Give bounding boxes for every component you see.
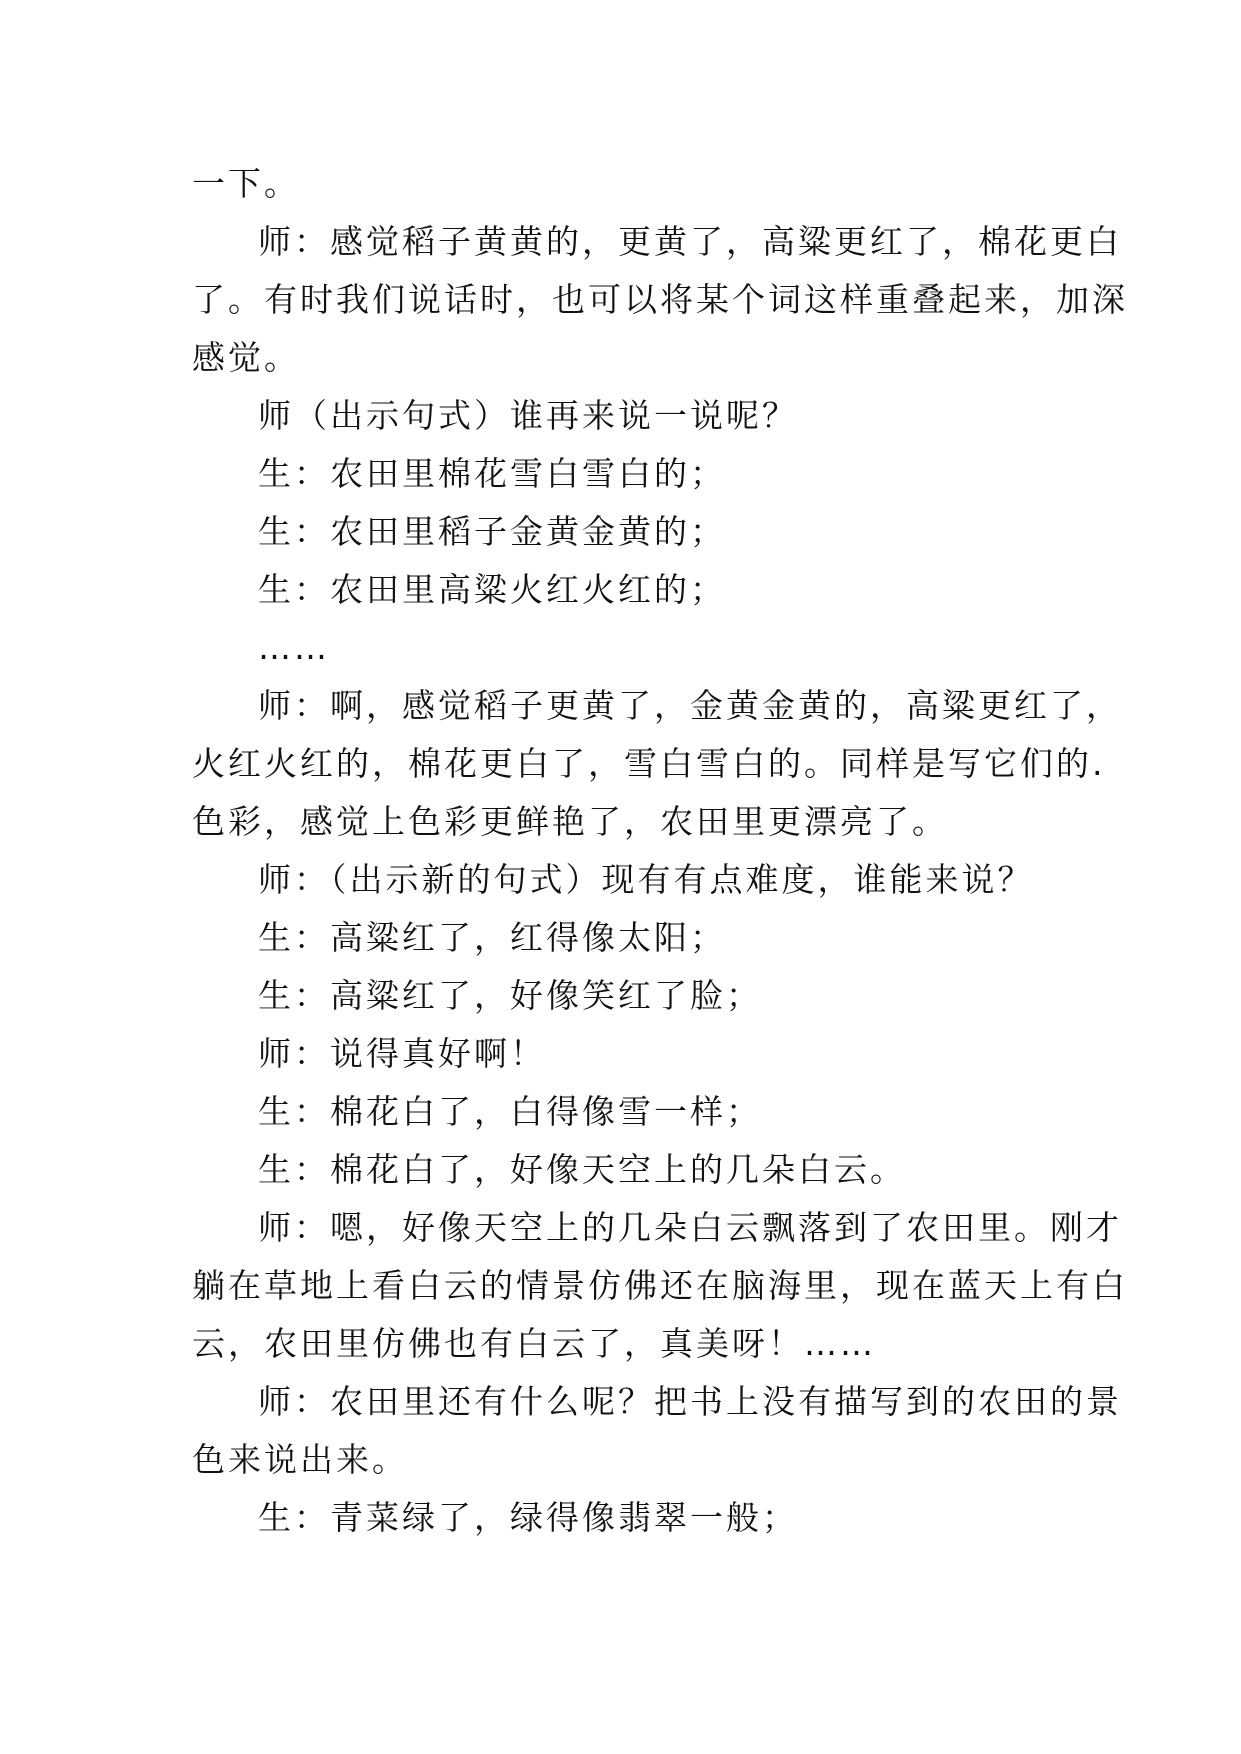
text-line-22: 师：农田里还有什么呢？把书上没有描写到的农田的景 (258, 1382, 1122, 1421)
text-line-7: 生：农田里稻子金黄金黄的； (258, 512, 726, 551)
text-line-18: 生：棉花白了，好像天空上的几朵白云。 (258, 1150, 906, 1189)
text-line-24: 生：青菜绿了，绿得像翡翠一般； (258, 1498, 798, 1537)
text-line-12: 色彩，感觉上色彩更鲜艳了，农田里更漂亮了。 (192, 802, 948, 841)
text-line-23: 色来说出来。 (192, 1440, 408, 1479)
text-line-16: 师：说得真好啊！ (258, 1034, 546, 1073)
text-line-2: 师：感觉稻子黄黄的，更黄了，高粱更红了，棉花更白 (258, 222, 1122, 261)
text-line-8: 生：农田里高粱火红火红的； (258, 570, 726, 609)
text-line-13: 师：（出示新的句式）现有有点难度，谁能来说？ (258, 860, 1034, 899)
text-line-1: 一下。 (192, 164, 300, 203)
text-line-19: 师：嗯，好像天空上的几朵白云飘落到了农田里。刚才 (258, 1208, 1122, 1247)
document-body (192, 155, 1128, 1547)
text-line-20: 躺在草地上看白云的情景仿佛还在脑海里，现在蓝天上有白 (192, 1266, 1128, 1305)
text-line-14: 生：高粱红了，红得像太阳； (258, 918, 726, 957)
text-line-10: 师：啊，感觉稻子更黄了，金黄金黄的，高粱更红了， (258, 686, 1122, 725)
text-line-6: 生：农田里棉花雪白雪白的； (258, 454, 726, 493)
text-line-9: …… (258, 628, 330, 667)
text-line-4: 感觉。 (192, 338, 300, 377)
text-line-15: 生：高粱红了，好像笑红了脸； (258, 976, 762, 1015)
text-line-21: 云，农田里仿佛也有白云了，真美呀！…… (192, 1324, 876, 1363)
text-line-3: 了。有时我们说话时，也可以将某个词这样重叠起来，加深 (192, 280, 1128, 319)
text-line-11: 火红火红的，棉花更白了，雪白雪白的。同样是写它们的. (192, 744, 1106, 783)
text-line-17: 生：棉花白了，白得像雪一样； (258, 1092, 762, 1131)
text-line-5: 师（出示句式）谁再来说一说呢？ (258, 396, 798, 435)
